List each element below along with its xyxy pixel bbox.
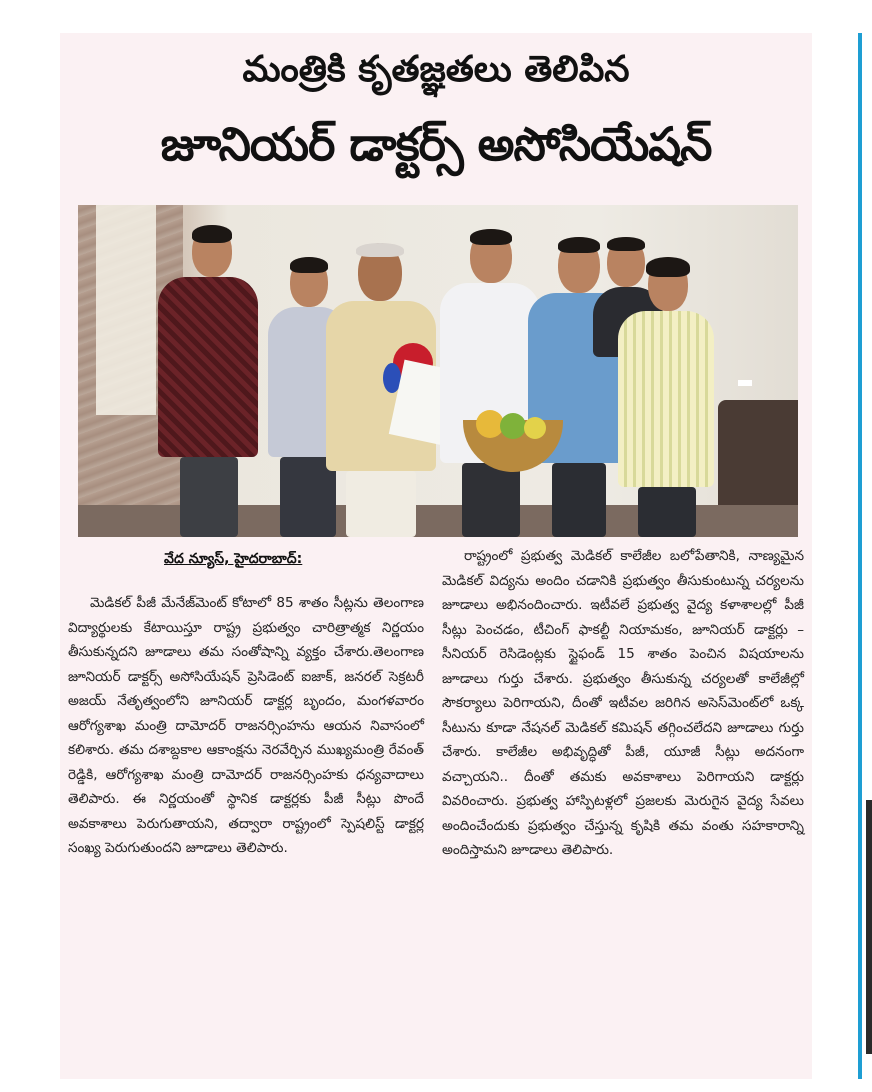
article-column-right (442, 544, 804, 863)
byline: వేద న్యూస్, హైదరాబాద్: (164, 551, 303, 567)
news-article (60, 33, 812, 1079)
headline-line-1: మంత్రికి కృతజ్ఞతలు తెలిపిన (242, 49, 630, 90)
news-photo (78, 205, 798, 537)
side-accent-bar (858, 33, 862, 1079)
side-image-fragment (866, 800, 872, 1054)
headline-line-2: జూనియర్ డాక్టర్స్ అసోసియేషన్ (160, 117, 712, 171)
article-paragraph: రాష్ట్రంలో ప్రభుత్వ మెడికల్ కాలేజీల బలోపేతానికి, నాణ్యమైన మెడికల్ విద్యను అందిం చడానికి ప్రభుత్వం తీసుకుంటున్న చర్యలను జూడాలు అభినందించారు. ఇటీవలే ప్రభుత్వ వైద్య కళాశాలల్లో పీజీ సీట్లు పెంచడం, టీచింగ్ ఫాకల్టీ నియామకం, జూనియర్ డాక్టర్లు – సీనియర్ రెసిడెంట్లకు స్టైఫండ్ 15 శాతం పెంచిన విషయాలను జూడాలు గుర్తు చేశారు. ప్రభుత్వం తీసుకున్న చర్యలతో కాలేజీల్లో సౌకర్యాలు పెరిగాయని, దీంతో ఇటీవల జరిగిన అసెస్‌మెంట్‌లో ఒక్క సీటును కూడా నేషనల్ మెడికల్ కమిషన్ తగ్గించలేదని జూడాలు గుర్తు చేశారు. కాలేజీల అభివృద్ధితో పీజీ, యూజీ సీట్లు అదనంగా వచ్చాయని.. దీంతో తమకు అవకాశాలు పెరిగాయని డాక్టర్లు వివరించారు. ప్రభుత్వ హాస్పిటళ్లలో ప్రజలకు మెరుగైన వైద్య సేవలు అందించేందుకు ప్రభుత్వం చేస్తున్న కృషికి తమ వంతు సహకారాన్ని అందిస్తామని జూడాలు తెలిపారు. (442, 548, 805, 858)
article-paragraph: మెడికల్ పీజీ మేనేజ్‌మెంట్ కోటాలో 85 శాతం సీట్లను తెలంగాణ విద్యార్థులకు కేటాయిస్తూ రాష్ట్ర ప్రభుత్వం చారిత్రాత్మక నిర్ణయం తీసుకున్నదని జూడాలు తమ సంతోషాన్ని వ్యక్తం చేశారు.తెలంగాణ జూనియర్ డాక్టర్స్ అసోసియేషన్ ప్రెసిడెంట్ ఐజాక్, జనరల్ సెక్రటరీ అజయ్ నేతృత్వంలోని జూనియర్ డాక్టర్ల బృందం, మంగళవారం ఆరోగ్యశాఖ మంత్రి దామోదర్ రాజనర్సింహను ఆయన నివాసంలో కలిశారు. తమ దశాబ్దకాల ఆకాంక్షను నెరవేర్చిన ముఖ్యమంత్రి రేవంత్ రెడ్డికి, ఆరోగ్యశాఖ మంత్రి దామోదర్ రాజనర్సింహకు ధన్యవాదాలు తెలిపారు. ఈ నిర్ణయంతో స్థానిక డాక్టర్లకు పీజీ సీట్లు పొందే అవకాశాలు పెరుగుతాయని, తద్వారా రాష్ట్రంలో స్పెషలిస్ట్ డాక్టర్ల సంఖ్య పెరుగుతుందని జూడాలు తెలిపారు. (68, 595, 424, 856)
article-column-left (68, 591, 424, 861)
